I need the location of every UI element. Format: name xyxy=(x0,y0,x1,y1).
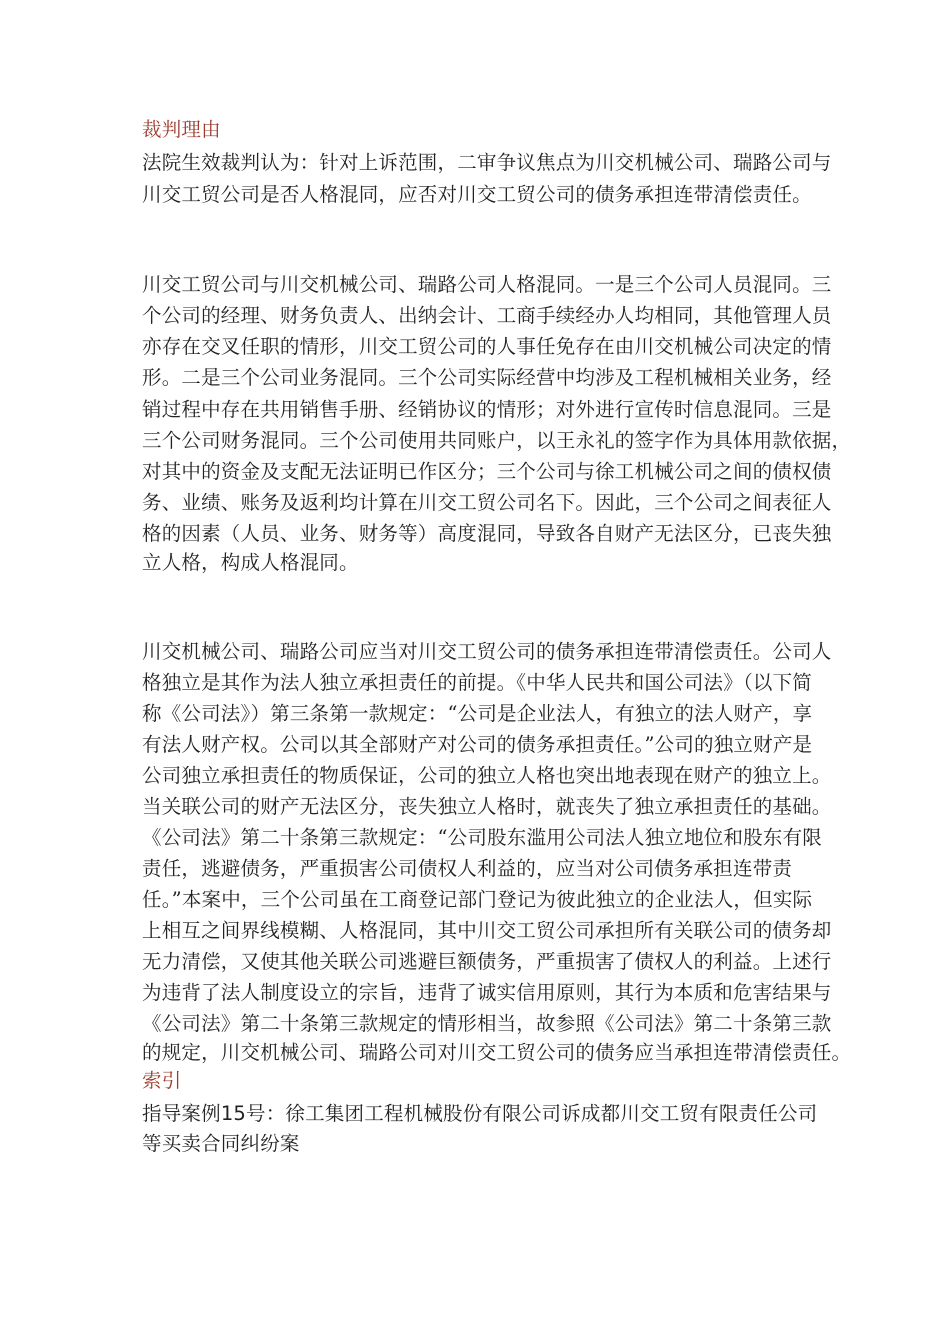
paragraph-line: 格的因素（人员、业务、财务等）高度混同，导致各自财产无法区分，已丧失独 xyxy=(142,522,832,545)
paragraph-line: 务、业绩、账务及返利均计算在川交工贸公司名下。因此，三个公司之间表征人 xyxy=(142,491,832,514)
index-case-title-continued: 等买卖合同纠纷案 xyxy=(142,1132,300,1155)
paragraph-line: 《公司法》第二十条第三款规定的情形相当，故参照《公司法》第二十条第三款 xyxy=(142,1012,832,1035)
paragraph-line: 有法人财产权。公司以其全部财产对公司的债务承担责任。”公司的独立财产是 xyxy=(142,733,813,756)
paragraph-line: 格独立是其作为法人独立承担责任的前提。《中华人民共和国公司法》（以下简 xyxy=(142,671,813,694)
section-heading-reason: 裁判理由 xyxy=(142,118,221,141)
paragraph-line: 法院生效裁判认为：针对上诉范围，二审争议焦点为川交机械公司、瑞路公司与 xyxy=(142,151,832,174)
paragraph-line: 亦存在交叉任职的情形，川交工贸公司的人事任免存在由川交机械公司决定的情 xyxy=(142,335,832,358)
paragraph-line: 责任，逃避债务，严重损害公司债权人利益的，应当对公司债务承担连带责 xyxy=(142,857,793,880)
paragraph-line: 的规定，川交机械公司、瑞路公司对川交工贸公司的债务应当承担连带清偿责任。 xyxy=(142,1041,852,1064)
index-prefix: 指导案例 xyxy=(142,1102,221,1125)
index-suffix: 号：徐工集团工程机械股份有限公司诉成都川交工贸有限责任公司 xyxy=(246,1102,818,1125)
paragraph-line: 个公司的经理、财务负责人、出纳会计、工商手续经办人均相同，其他管理人员 xyxy=(142,304,832,327)
index-case-number: 15 xyxy=(220,1102,247,1125)
paragraph-line: 三个公司财务混同。三个公司使用共同账户，以王永礼的签字作为具体用款依据， xyxy=(142,429,852,452)
paragraph-line: 任。”本案中，三个公司虽在工商登记部门登记为彼此独立的企业法人，但实际 xyxy=(142,888,813,911)
index-case-title xyxy=(142,1104,817,1124)
paragraph-line: 上相互之间界线模糊、人格混同，其中川交工贸公司承担所有关联公司的债务却 xyxy=(142,919,832,942)
paragraph-line: 当关联公司的财产无法区分，丧失独立人格时，就丧失了独立承担责任的基础。 xyxy=(142,795,832,818)
paragraph-line: 销过程中存在共用销售手册、经销协议的情形；对外进行宣传时信息混同。三是 xyxy=(142,398,832,421)
paragraph-line: 称《公司法》）第三条第一款规定：“公司是企业法人，有独立的法人财产，享 xyxy=(142,702,813,725)
paragraph-line: 无力清偿，又使其他关联公司逃避巨额债务，严重损害了债权人的利益。上述行 xyxy=(142,950,832,973)
paragraph-line: 《公司法》第二十条第三款规定：“公司股东滥用公司法人独立地位和股东有限 xyxy=(142,826,822,849)
paragraph-line: 形。二是三个公司业务混同。三个公司实际经营中均涉及工程机械相关业务，经 xyxy=(142,366,832,389)
section-heading-index: 索引 xyxy=(142,1069,182,1092)
paragraph-line: 川交工贸公司与川交机械公司、瑞路公司人格混同。一是三个公司人员混同。三 xyxy=(142,273,832,296)
paragraph-line: 川交工贸公司是否人格混同，应否对川交工贸公司的债务承担连带清偿责任。 xyxy=(142,183,812,206)
paragraph-line: 川交机械公司、瑞路公司应当对川交工贸公司的债务承担连带清偿责任。公司人 xyxy=(142,640,832,663)
paragraph-line: 对其中的资金及支配无法证明已作区分；三个公司与徐工机械公司之间的债权债 xyxy=(142,460,832,483)
paragraph-line: 为违背了法人制度设立的宗旨，违背了诚实信用原则，其行为本质和危害结果与 xyxy=(142,981,832,1004)
paragraph-line: 立人格，构成人格混同。 xyxy=(142,551,359,574)
paragraph-line: 公司独立承担责任的物质保证，公司的独立人格也突出地表现在财产的独立上。 xyxy=(142,764,832,787)
